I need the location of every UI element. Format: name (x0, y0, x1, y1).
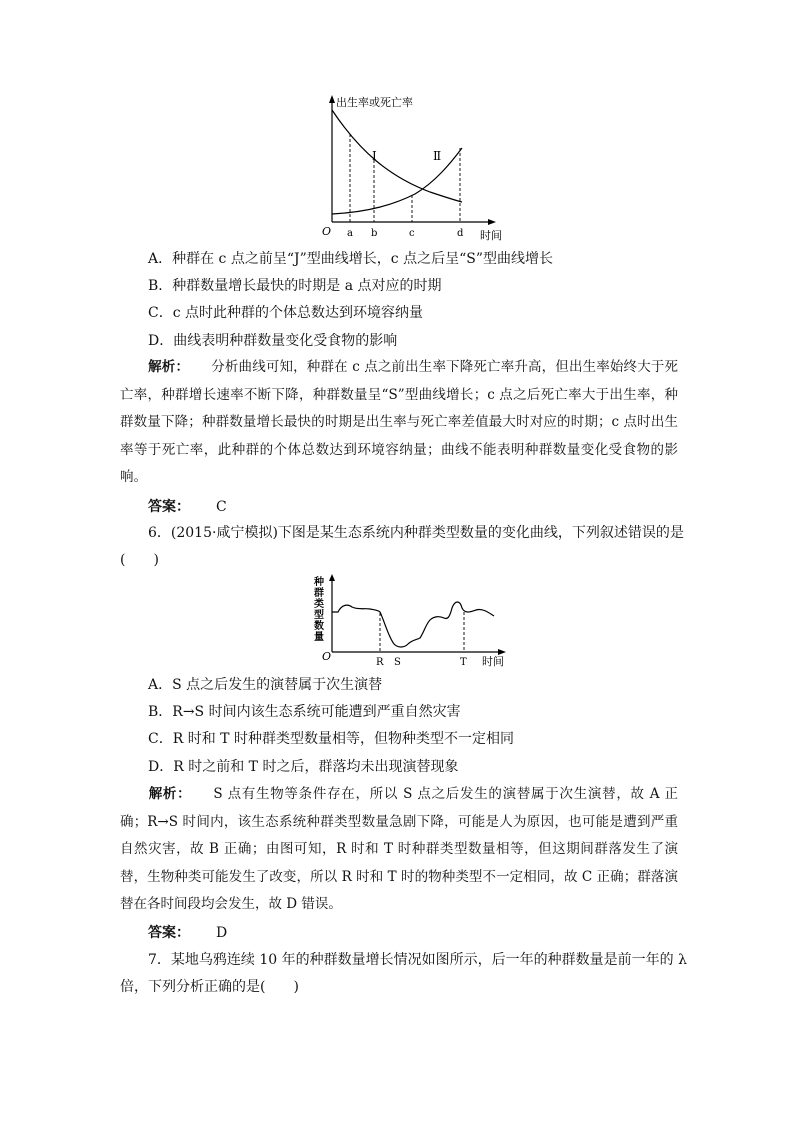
q5-option-b: B．种群数量增长最快的时期是 a 点对应的时期 (148, 278, 442, 294)
curve-1-label: Ⅰ (372, 149, 377, 163)
q6-option-a: A．S 点之后发生的演替属于次生演替 (148, 677, 383, 693)
q5-answer-label: 答案： (148, 499, 190, 515)
q6-analysis (120, 781, 678, 919)
tick-d: d (457, 228, 464, 239)
q6-stem-line2: ( ) (120, 552, 159, 568)
q6-answer (148, 922, 227, 942)
q5-answer-value: C (216, 499, 227, 515)
y-axis-label: 出生率或死亡率 (336, 96, 413, 109)
species-count-figure (312, 572, 512, 672)
q6-option-d: D．R 时之前和 T 时之后，群落均未出现演替现象 (148, 759, 459, 775)
tick-a: a (347, 228, 353, 239)
q5-analysis (120, 354, 678, 492)
q5-option-a: A．种群在 c 点之前呈“J”型曲线增长，c 点之后呈“S”型曲线增长 (148, 251, 553, 267)
q7-stem-line1: 7．某地乌鸦连续 10 年的种群数量增长情况如图所示，后一年的种群数量是前一年的 λ (148, 952, 687, 968)
species-curve (332, 602, 494, 647)
y-label-char-2: 群 (314, 588, 324, 599)
tick-b: b (371, 228, 378, 239)
q5-answer (148, 496, 227, 516)
y-label-char-1: 种 (314, 577, 324, 588)
q6-answer-label: 答案： (148, 925, 190, 941)
curve-2-label: Ⅱ (433, 149, 442, 163)
origin-label: O (322, 650, 332, 663)
y-axis-arrow (329, 574, 335, 581)
y-label-char-6: 量 (314, 632, 324, 643)
tick-t: T (460, 657, 467, 668)
q6-option-c: C．R 时和 T 时种群类型数量相等，但物种类型不一定相同 (148, 731, 514, 747)
x-axis-arrow (488, 219, 496, 225)
q6-answer-value: D (216, 925, 228, 941)
x-axis-label: 时间 (480, 229, 502, 242)
x-axis-label: 时间 (482, 655, 504, 668)
y-axis-label (313, 575, 327, 643)
q6-analysis-text: S 点有生物等条件存在，所以 S 点之后发生的演替属于次生演替，故 A 正确；R→S 时间内，该生态系统种群类型数量急剧下降，可能是人为原因，也可能是遭到严重自然灾害，故 B 正确；由图可知，R 时和 T 时种群类型数量相等，但这期间群落发生了演替，生物种类可能发生了改变，所以 R 时和 T 时的物种类型不一定相同，故 C 正确；群落演替在各时间段均会发生，故 D 错误。 (120, 786, 678, 912)
q6-option-b: B．R→S 时间内该生态系统可能遭到严重自然灾害 (148, 704, 461, 720)
curve-1 (332, 110, 462, 202)
y-axis-arrow (329, 95, 335, 103)
y-label-char-4: 型 (314, 610, 324, 621)
q5-analysis-text: 分析曲线可知，种群在 c 点之前出生率下降死亡率升高，但出生率始终大于死亡率，种群增长速率不断下降，种群数量呈“S”型曲线增长；c 点之后死亡率大于出生率，种群数量下降；种群数量增长最快的时期是出生率与死亡率差值最大时对应的时期；c 点时出生率等于死亡率，此种群的个体总数达到环境容纳量；曲线不能表明种群数量变化受食物的影响。 (120, 359, 678, 485)
tick-c: c (409, 228, 415, 239)
y-label-char-5: 数 (314, 621, 324, 632)
q5-analysis-label: 解析： (148, 359, 190, 375)
tick-r: R (376, 657, 384, 668)
q6-analysis-label: 解析： (148, 786, 192, 802)
curve-2 (332, 148, 462, 214)
q5-option-c: C．c 点时此种群的个体总数达到环境容纳量 (148, 305, 424, 321)
y-label-char-3: 类 (314, 599, 324, 610)
q5-option-d: D．曲线表明种群数量变化受食物的影响 (148, 333, 398, 349)
birth-death-rate-figure (300, 92, 510, 242)
origin-label: O (322, 225, 332, 238)
q6-stem-line1: 6．(2015·咸宁模拟)下图是某生态系统内种群类型数量的变化曲线，下列叙述错误的是 (148, 525, 684, 541)
tick-s: S (394, 657, 401, 668)
q7-stem-line2: 倍，下列分析正确的是( ) (120, 979, 299, 995)
